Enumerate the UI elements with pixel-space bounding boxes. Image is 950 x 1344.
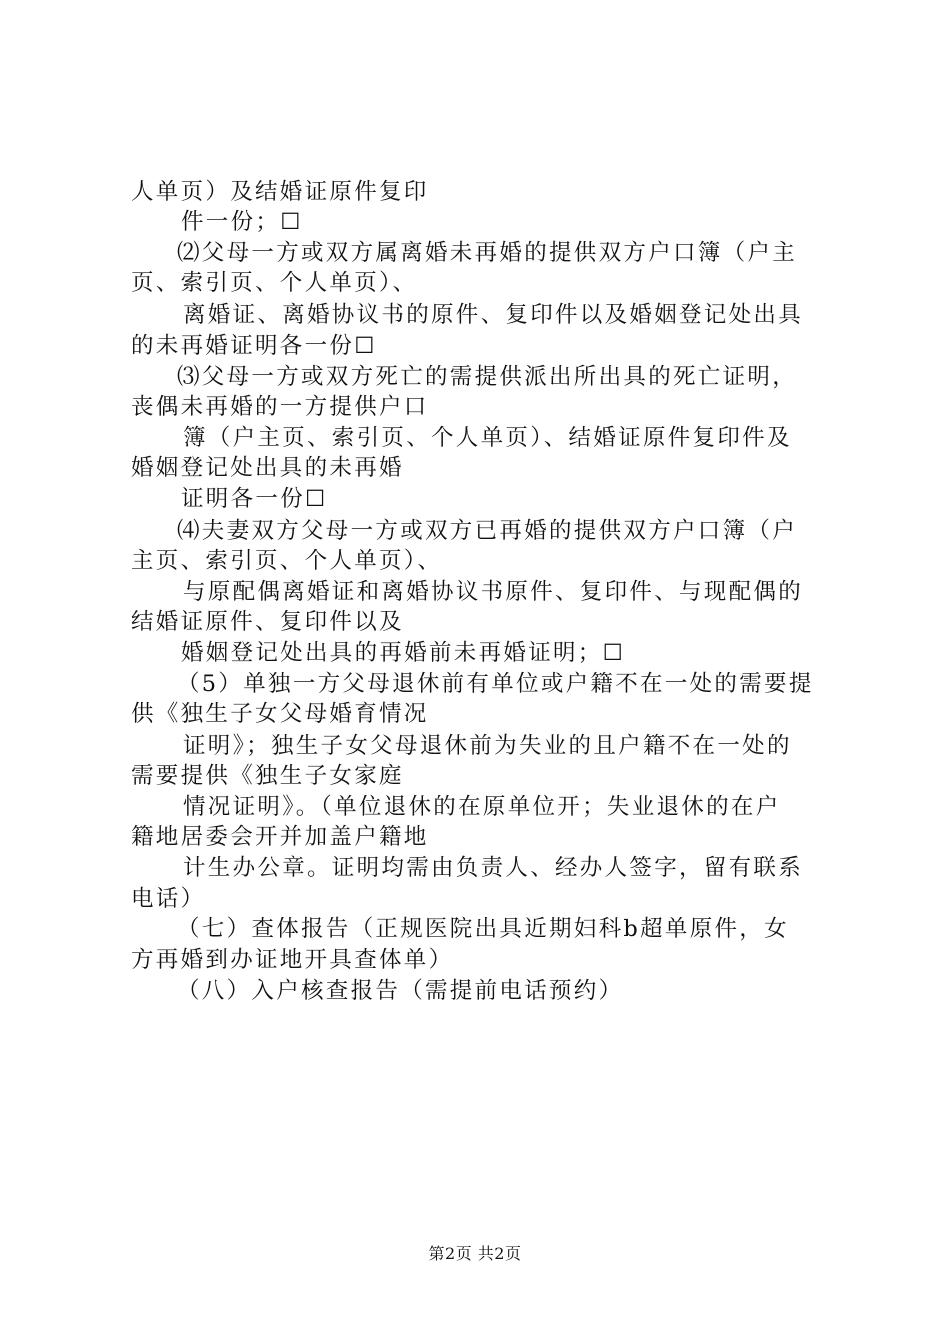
text-line: 人单页）及结婚证原件复印	[131, 179, 429, 205]
text-line: 需要提供《独生子女家庭	[131, 763, 404, 789]
text-line: 结婚证原件、复印件以及	[131, 609, 404, 635]
text-line: 婚姻登记处出具的再婚前未再婚证明；☐	[181, 640, 626, 666]
text-line: 情况证明》。（单位退休的在原单位开；失业退休的在户	[183, 794, 781, 820]
text-line: 供《独生子女父母婚育情况	[131, 701, 429, 727]
text-line: 计生办公章。证明均需由负责人、经办人签字，留有联系	[183, 855, 804, 881]
text-line: 簿（户主页、索引页、个人单页）、结婚证原件复印件及	[183, 425, 792, 451]
text-line: ⑷夫妻双方父母一方或双方已再婚的提供双方户口簿（户	[177, 518, 798, 544]
text-line: ⑶父母一方或双方死亡的需提供派出所出具的死亡证明，	[177, 364, 798, 390]
text-line: 丧偶未再婚的一方提供户口	[131, 394, 429, 420]
text-line: 方再婚到办证地开具查体单）	[131, 947, 454, 973]
text-line: （八）入户核查报告（需提前电话预约）	[177, 978, 624, 1004]
text-line: 籍地居委会开并加盖户籍地	[131, 824, 429, 850]
text-line: ⑵父母一方或双方属离婚未再婚的提供双方户口簿（户主	[177, 240, 798, 266]
text-line: 离婚证、离婚协议书的原件、复印件以及婚姻登记处出具	[183, 302, 804, 328]
text-line: 主页、索引页、个人单页）、	[131, 548, 443, 574]
text-line: 婚姻登记处出具的未再婚	[131, 455, 404, 481]
text-line: 证明各一份☐	[181, 486, 328, 512]
text-line: （七）查体报告（正规医院出具近期妇科b超单原件，女	[177, 916, 789, 942]
text-line: 电话）	[131, 886, 206, 912]
text-line: 与原配偶离婚证和离婚协议书原件、复印件、与现配偶的	[183, 579, 804, 605]
text-line: 证明》；独生子女父母退休前为失业的且户籍不在一处的	[183, 733, 792, 759]
text-line: 件一份；☐	[181, 209, 303, 235]
text-line: 的未再婚证明各一份☐	[131, 333, 377, 359]
page-footer: 第2页 共2页	[428, 1244, 522, 1263]
text-line: 页、索引页、个人单页）、	[131, 270, 418, 296]
text-line: （5）单独一方父母退休前有单位或户籍不在一处的需要提	[177, 671, 814, 697]
